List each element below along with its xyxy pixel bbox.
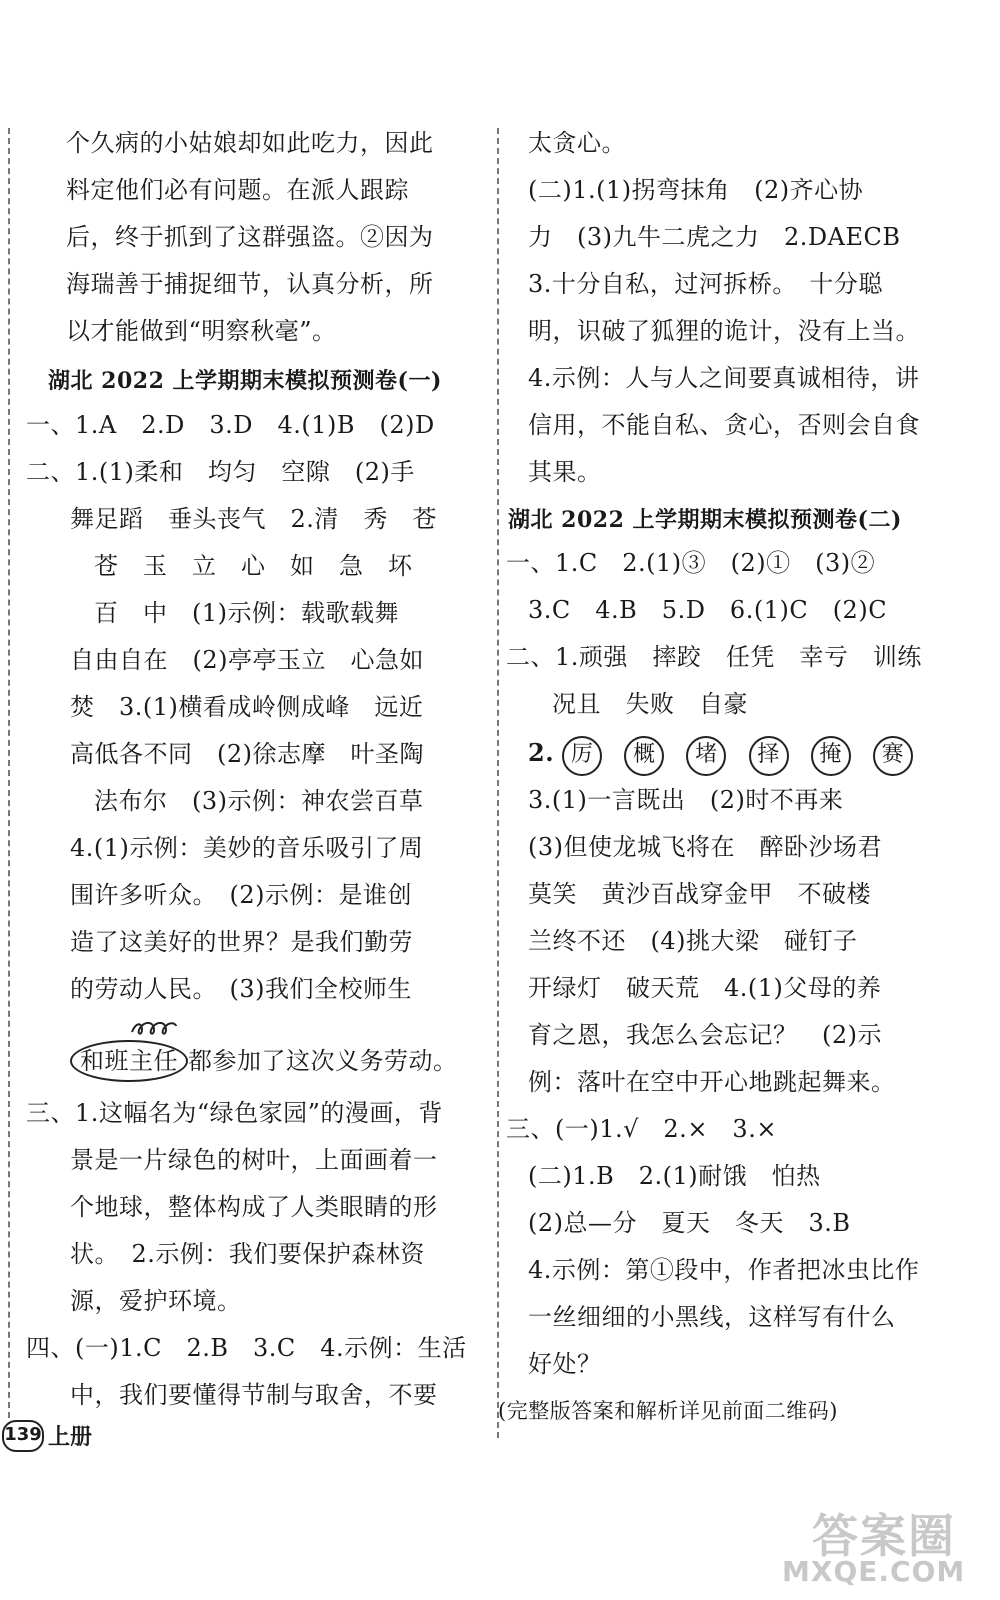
- text-line: 造了这美好的世界？是我们勤劳: [70, 928, 413, 956]
- text-line: (2)总—分 夏天 冬天 3.B: [528, 1209, 851, 1237]
- footnote: (完整版答案和解析详见前面二维码): [498, 1399, 838, 1423]
- text-line: 海瑞善于捕捉细节，认真分析，所: [66, 270, 434, 298]
- text-line: 景是一片绿色的树叶，上面画着一: [70, 1146, 438, 1174]
- squiggle-mark: [130, 1018, 178, 1038]
- text-line: 个久病的小姑娘却如此吃力，因此: [66, 129, 434, 157]
- text-line: 三、(一)1.√ 2.× 3.×: [506, 1115, 777, 1143]
- text-line: 明，识破了狐狸的诡计，没有上当。: [528, 317, 920, 345]
- text-line: 3.(1)一言既出 (2)时不再来: [528, 786, 844, 814]
- text-line: 四、(一)1.C 2.B 3.C 4.示例：生活: [26, 1334, 467, 1362]
- text-line: 一丝细细的小黑线，这样写有什么: [528, 1303, 896, 1331]
- oval-text: 和班主任: [70, 1040, 188, 1082]
- text-line: 4.示例：人与人之间要真诚相待，讲: [528, 364, 920, 392]
- circled-char: 择: [749, 736, 789, 776]
- text-line: 3.十分自私，过河拆桥。 十分聪: [528, 270, 883, 298]
- text-line: 育之恩，我怎么会忘记？ (2)示: [528, 1021, 882, 1049]
- text-line: 况且 失败 自豪: [552, 690, 748, 718]
- text-line: 中，我们要懂得节制与取舍，不要: [70, 1381, 438, 1409]
- text-line: 其果。: [528, 458, 602, 486]
- watermark-logo: 答案圈: [812, 1509, 956, 1563]
- circled-chars-line: [528, 736, 927, 776]
- volume-label: 上册: [48, 1425, 93, 1450]
- text-line: 自由自在 (2)亭亭玉立 心急如: [70, 646, 424, 674]
- section-heading: 湖北 2022 上学期期末模拟预测卷(一): [48, 368, 442, 394]
- circled-char: 赛: [873, 736, 913, 776]
- circled-char: 厉: [562, 736, 602, 776]
- text-line: 状。 2.示例：我们要保护森林资: [70, 1240, 425, 1268]
- text-line: 开绿灯 破天荒 4.(1)父母的养: [528, 974, 882, 1002]
- circled-char: 堵: [686, 736, 726, 776]
- text-line: 兰终不还 (4)挑大梁 碰钉子: [528, 927, 858, 955]
- text-line: 二、1.顽强 摔跤 任凭 幸亏 训练: [506, 643, 922, 671]
- text-line: 百 中 (1)示例：载歌载舞: [94, 599, 399, 627]
- text-line: 三、1.这幅名为“绿色家园”的漫画，背: [26, 1099, 443, 1127]
- text-line: 太贪心。: [528, 129, 626, 157]
- text-line: 焚 3.(1)横看成岭侧成峰 远近: [70, 693, 424, 721]
- text-line: 苍 玉 立 心 如 急 坏: [94, 552, 413, 580]
- text-line: 4.(1)示例：美妙的音乐吸引了周: [70, 834, 424, 862]
- text-line: 4.示例：第①段中，作者把冰虫比作: [528, 1256, 920, 1284]
- text-line: 围许多听众。 (2)示例：是谁创: [70, 881, 412, 909]
- section-heading: 湖北 2022 上学期期末模拟预测卷(二): [508, 507, 902, 533]
- circled-char: 掩: [811, 736, 851, 776]
- page-number-badge: 139: [2, 1420, 44, 1452]
- text-line: 以才能做到“明察秋毫”。: [66, 317, 337, 345]
- text-line: 二、1.(1)柔和 均匀 空隙 (2)手: [26, 458, 415, 486]
- text-line: [70, 1040, 458, 1082]
- text-line: 高低各不同 (2)徐志摩 叶圣陶: [70, 740, 424, 768]
- annotation-oval: [70, 1040, 188, 1082]
- text-line: 的劳动人民。 (3)我们全校师生: [70, 975, 412, 1003]
- column-divider: [497, 128, 499, 1438]
- text-line: 例：落叶在空中开心地跳起舞来。: [528, 1068, 896, 1096]
- text-line: 莫笑 黄沙百战穿金甲 不破楼: [528, 880, 871, 908]
- text-line: 一、1.C 2.(1)③ (2)① (3)②: [506, 549, 876, 577]
- text-line: 信用，不能自私、贪心，否则会自食: [528, 411, 920, 439]
- text-line: 料定他们必有问题。在派人跟踪: [66, 176, 409, 204]
- text-line: (二)1.B 2.(1)耐饿 怕热: [528, 1162, 821, 1190]
- text-line: (二)1.(1)拐弯抹角 (2)齐心协: [528, 176, 864, 204]
- text-line: (3)但使龙城飞将在 醉卧沙场君: [528, 833, 882, 861]
- text-rest: 都参加了这次义务劳动。: [188, 1047, 458, 1075]
- text-line: 好处？: [528, 1350, 602, 1378]
- text-line: 3.C 4.B 5.D 6.(1)C (2)C: [528, 596, 888, 624]
- watermark-url: MXQE.COM: [782, 1555, 966, 1588]
- text-line: 源，爱护环境。: [70, 1287, 242, 1315]
- text-line: 个地球，整体构成了人类眼睛的形: [70, 1193, 438, 1221]
- text-line: 一、1.A 2.D 3.D 4.(1)B (2)D: [26, 411, 435, 439]
- item-number: 2.: [528, 738, 555, 767]
- text-line: 力 (3)九牛二虎之力 2.DAECB: [528, 223, 901, 251]
- circled-char: 概: [624, 736, 664, 776]
- left-dashed-margin: [8, 128, 10, 1428]
- text-line: 后，终于抓到了这群强盗。②因为: [66, 223, 434, 251]
- text-line: 舞足蹈 垂头丧气 2.清 秀 苍: [70, 505, 437, 533]
- text-line: 法布尔 (3)示例：神农尝百草: [94, 787, 424, 815]
